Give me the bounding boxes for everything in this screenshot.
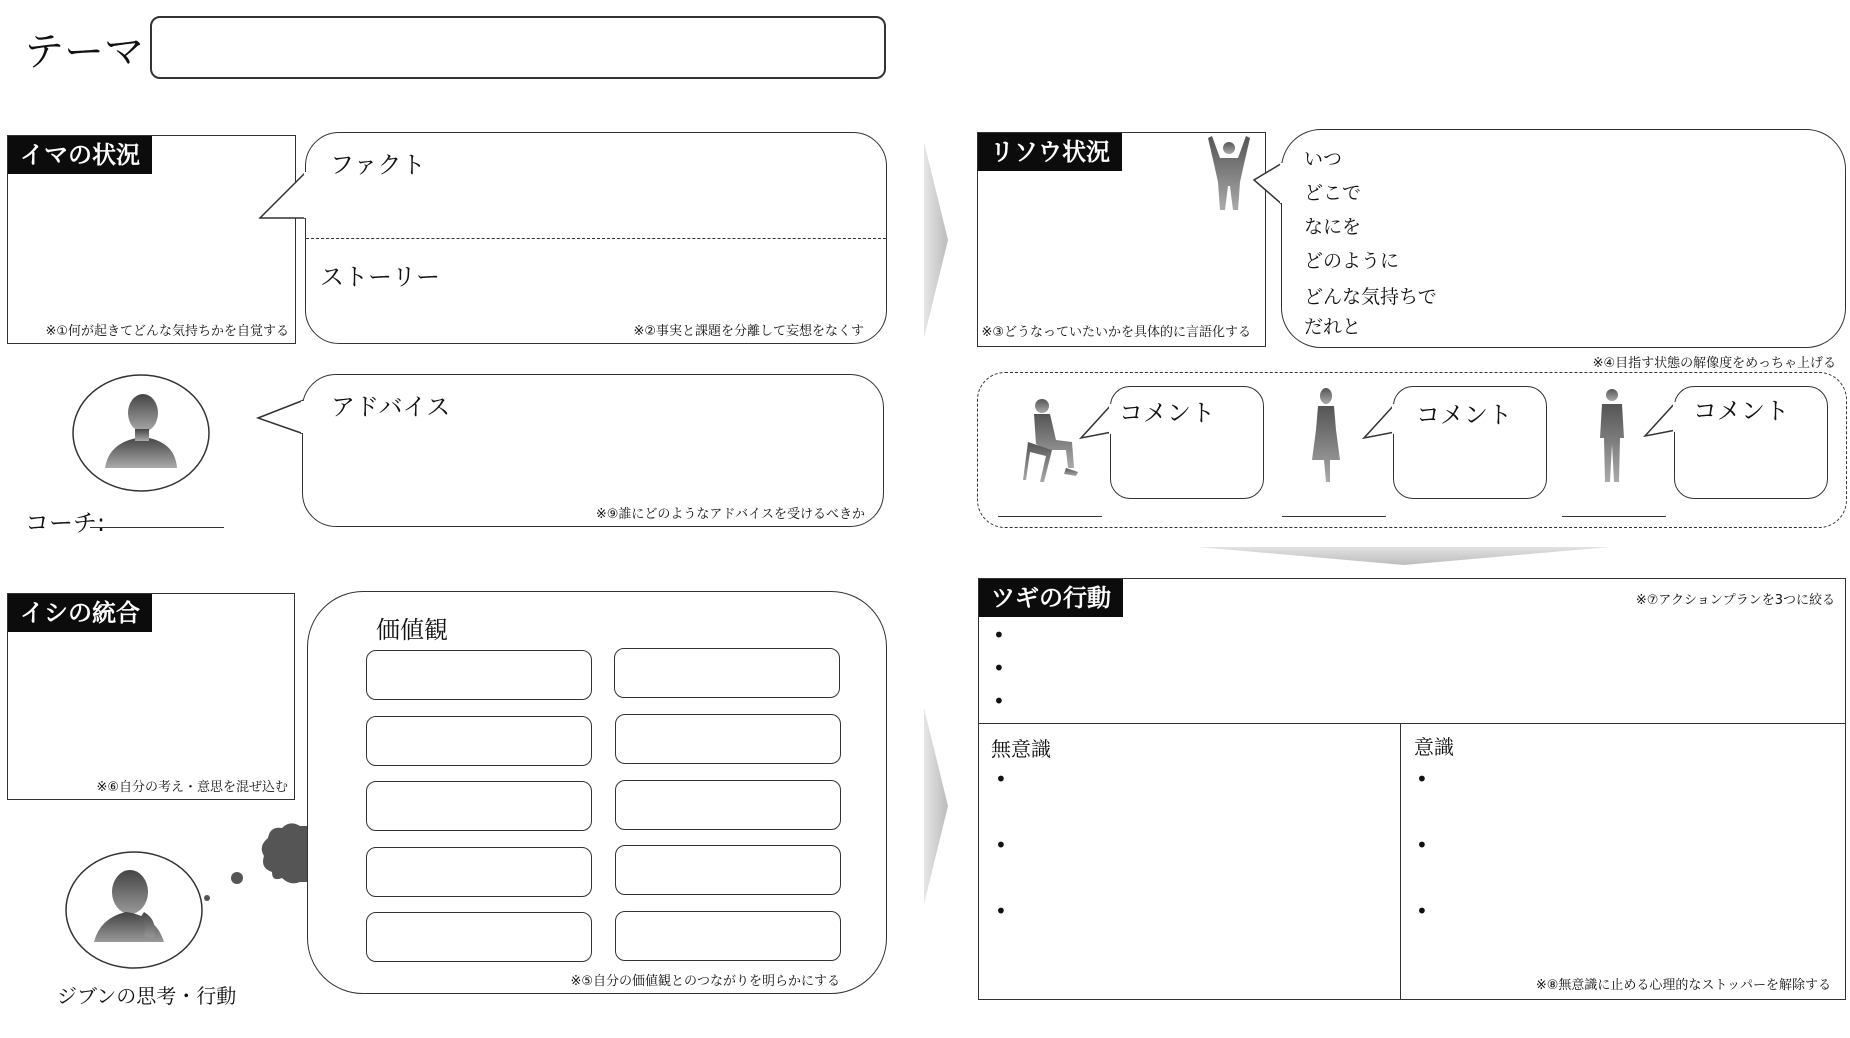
cheering-person-icon <box>1204 136 1254 216</box>
ideal-prompt-bubble[interactable] <box>1281 129 1846 348</box>
conscious-divider <box>1400 723 1401 999</box>
fact-story-bubble-tail <box>258 170 308 230</box>
ideal-prompt: いつ <box>1304 148 1343 170</box>
value-slot[interactable] <box>366 912 592 962</box>
current-situation-box[interactable] <box>7 135 296 344</box>
arrow-right-icon <box>920 140 950 340</box>
conscious-bullet[interactable]: • <box>1416 833 1428 857</box>
unconscious-label: 無意識 <box>991 737 1051 761</box>
values-note: ※⑤自分の価値観とのつながりを明らかにする <box>570 974 840 989</box>
ideal-situation-header: リソウ状況 <box>978 133 1122 171</box>
fact-story-bubble[interactable] <box>305 132 887 344</box>
conscious-bullet[interactable]: • <box>1416 899 1428 923</box>
ideal-prompt: なにを <box>1304 216 1362 238</box>
self-thinking-label: ジブンの思考・行動 <box>57 984 237 1008</box>
coach-label: コーチ: <box>25 509 106 537</box>
conscious-bullet[interactable]: • <box>1416 767 1428 791</box>
comment-tail-join <box>1392 404 1396 434</box>
thinking-person-icon <box>64 820 314 970</box>
value-slot[interactable] <box>615 911 841 961</box>
value-slot[interactable] <box>366 781 592 831</box>
seated-person-icon <box>1022 396 1082 486</box>
ideal-prompt: どんな気持ちで <box>1304 286 1437 308</box>
value-slot[interactable] <box>366 847 592 897</box>
comment-bubble[interactable] <box>1393 386 1547 499</box>
standing-man-icon <box>1594 386 1630 486</box>
current-situation-note: ※①何が起きてどんな気持ちかを自覚する <box>45 324 289 339</box>
commenter-name-line[interactable] <box>1282 494 1386 517</box>
arrow-right-icon <box>920 706 950 906</box>
next-actions-header: ツギの行動 <box>979 579 1123 617</box>
action-bullet[interactable]: • <box>993 623 1005 647</box>
comment-tail-join <box>1109 404 1113 434</box>
theme-input[interactable] <box>150 16 886 79</box>
conscious-label: 意識 <box>1414 735 1454 759</box>
advice-bubble-tail-join <box>301 401 305 433</box>
ideal-prompt: どこで <box>1304 182 1362 204</box>
comment-label: コメント <box>1416 401 1512 429</box>
ideal-bubble-tail-join <box>1280 163 1284 203</box>
integration-note: ※⑥自分の考え・意思を混ぜ込む <box>96 780 288 795</box>
coach-avatar-icon <box>71 373 211 493</box>
ideal-prompt: だれと <box>1304 316 1362 338</box>
theme-label: テーマ <box>24 29 144 75</box>
comment-bubble[interactable] <box>1674 386 1828 499</box>
unconscious-bullet[interactable]: • <box>995 899 1007 923</box>
action-bullet[interactable]: • <box>993 656 1005 680</box>
value-slot[interactable] <box>614 648 840 698</box>
fact-label: ファクト <box>330 151 426 179</box>
current-situation-header: イマの状況 <box>8 136 152 174</box>
comment-label: コメント <box>1693 397 1789 425</box>
value-slot[interactable] <box>366 716 592 766</box>
comment-tail-join <box>1673 402 1677 432</box>
integration-header: イシの統合 <box>8 594 152 632</box>
advice-bubble[interactable] <box>302 374 884 527</box>
story-label: ストーリー <box>320 263 440 291</box>
comment-label: コメント <box>1119 399 1215 427</box>
value-slot[interactable] <box>366 650 592 700</box>
unconscious-bullet[interactable]: • <box>995 833 1007 857</box>
ideal-bubble-note: ※④目指す状態の解像度をめっちゃ上げる <box>1592 356 1836 371</box>
commenter-name-line[interactable] <box>998 494 1102 517</box>
advice-bubble-tail <box>256 398 306 438</box>
comment-bubble[interactable] <box>1110 386 1264 499</box>
advice-note: ※⑨誰にどのようなアドバイスを受けるべきか <box>595 507 865 522</box>
standing-woman-icon <box>1308 386 1344 486</box>
ideal-situation-note: ※③どうなっていたいかを具体的に言語化する <box>981 325 1251 340</box>
next-actions-note: ※⑦アクションプランを3つに絞る <box>1635 593 1835 608</box>
stopper-note: ※⑧無意識に止める心理的なストッパーを解除する <box>1535 978 1831 993</box>
coach-name-line[interactable] <box>90 501 224 528</box>
actions-divider <box>979 723 1845 724</box>
fact-story-note: ※②事実と課題を分離して妄想をなくす <box>633 324 864 339</box>
fact-bubble-tail-join <box>304 172 308 218</box>
arrow-down-icon <box>1196 545 1612 567</box>
commenter-name-line[interactable] <box>1562 494 1666 517</box>
ideal-prompt: どのように <box>1304 250 1400 272</box>
value-slot[interactable] <box>615 714 841 764</box>
value-slot[interactable] <box>615 845 841 895</box>
unconscious-bullet[interactable]: • <box>995 767 1007 791</box>
integration-box[interactable] <box>7 593 295 800</box>
action-bullet[interactable]: • <box>993 689 1005 713</box>
advice-label: アドバイス <box>331 393 451 421</box>
next-actions-box[interactable] <box>978 578 1846 1000</box>
value-slot[interactable] <box>615 780 841 830</box>
values-label: 価値観 <box>376 616 448 644</box>
fact-story-divider <box>306 238 886 239</box>
